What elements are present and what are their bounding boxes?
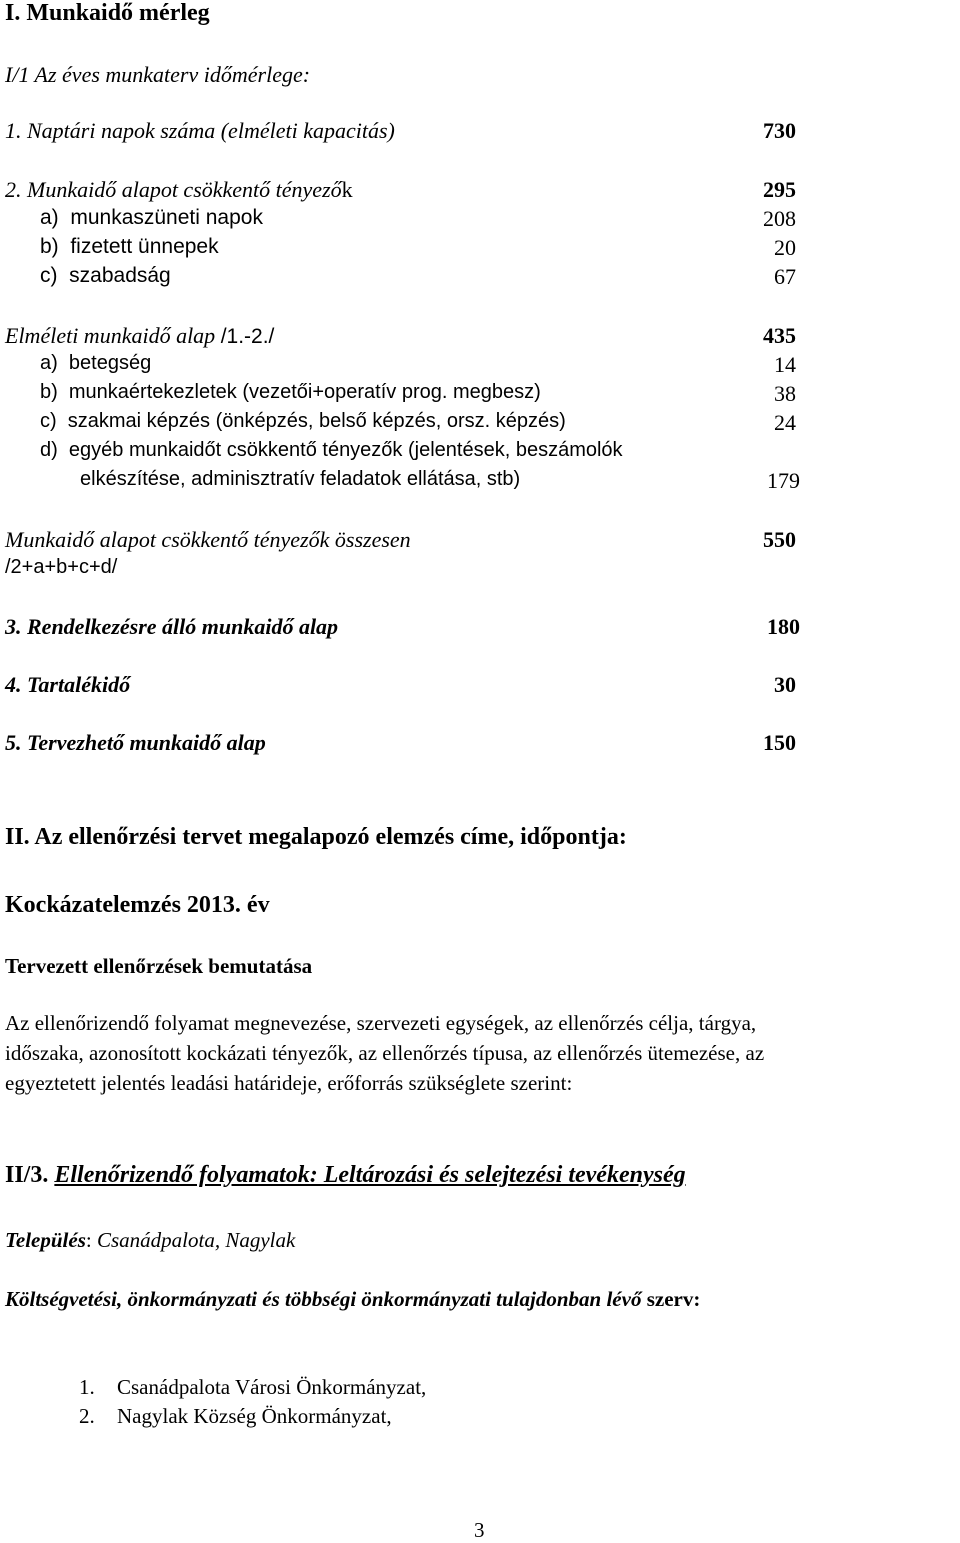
item-3-value: 180 <box>767 614 800 639</box>
item-2-label: 2. Munkaidő alapot csökkentő tényezők <box>5 177 353 202</box>
list-item-value: 38 <box>774 381 796 406</box>
list-item: a) betegség <box>40 352 152 374</box>
entity-number: 2. <box>79 1404 95 1428</box>
list-item: b) fizetett ünnepek <box>40 235 219 258</box>
paragraph-line: időszaka, azonosított kockázati tényezők, az ellenőrzés típusa, az ellenőrzés ütemezése, az <box>5 1041 765 1065</box>
paragraph-line: egyeztetett jelentés leadási határideje, erőforrás szükséglete szerint: <box>5 1071 573 1095</box>
section-2-heading: II. Az ellenőrzési tervet megalapozó elemzés címe, időpontja: <box>5 824 627 850</box>
item-1-label: 1. Naptári napok száma (elméleti kapacitás) <box>5 118 395 143</box>
list-item-value: 179 <box>767 468 800 493</box>
item-5-label: 5. Tervezhető munkaidő alap <box>5 730 266 755</box>
item-4-label: 4. Tartalékidő <box>5 672 131 697</box>
section-heading: I. Munkaidő mérleg <box>5 0 210 26</box>
entity-name: Csanádpalota Városi Önkormányzat, <box>117 1375 427 1399</box>
list-item-continuation: elkészítése, adminisztratív feladatok ellátása, stb) <box>80 468 521 490</box>
list-item: a) munkaszüneti napok <box>40 206 263 229</box>
total-value: 550 <box>763 527 796 552</box>
list-item-value: 67 <box>774 264 796 289</box>
list-item: d) egyéb munkaidőt csökkentő tényezők (jelentések, beszámolók <box>40 439 623 461</box>
item-5-value: 150 <box>763 730 796 755</box>
list-item-value: 20 <box>774 235 796 260</box>
total-label: Munkaidő alapot csökkentő tényezők összesen <box>5 527 411 552</box>
entity-name: Nagylak Község Önkormányzat, <box>117 1404 392 1428</box>
settlement-line: Település: Csanádpalota, Nagylak <box>5 1228 296 1252</box>
list-item-value: 208 <box>763 206 796 231</box>
list-item: c) szabadság <box>40 264 171 287</box>
list-item-value: 24 <box>774 410 796 435</box>
item-2-value: 295 <box>763 177 796 202</box>
item-1-value: 730 <box>763 118 796 143</box>
page-number: 3 <box>474 1518 485 1542</box>
entity-number: 1. <box>79 1375 95 1399</box>
total-formula: /2+a+b+c+d/ <box>5 556 118 578</box>
paragraph-line: Az ellenőrizendő folyamat megnevezése, szervezeti egységek, az ellenőrzés célja, tárgya, <box>5 1011 757 1035</box>
ii3-heading: II/3. Ellenőrizendő folyamatok: Leltározási és selejtezési tevékenység <box>5 1162 686 1188</box>
list-item: b) munkaértekezletek (vezetői+operatív prog. megbesz) <box>40 381 541 403</box>
planned-audits-heading: Tervezett ellenőrzések bemutatása <box>5 954 313 978</box>
analysis-title: Kockázatelemzés 2013. év <box>5 892 270 918</box>
item-4-value: 30 <box>774 672 796 697</box>
theoretical-base-value: 435 <box>763 323 796 348</box>
ownership-line: Költségvetési, önkormányzati és többségi önkormányzati tulajdonban lévő szerv: <box>5 1287 701 1311</box>
list-item: c) szakmai képzés (önképzés, belső képzés, orsz. képzés) <box>40 410 566 432</box>
item-3-label: 3. Rendelkezésre álló munkaidő alap <box>5 614 339 639</box>
list-item-value: 14 <box>774 352 796 377</box>
theoretical-base-label: Elméleti munkaidő alap /1.-2./ <box>5 323 275 348</box>
subheading: I/1 Az éves munkaterv időmérlege: <box>5 62 311 87</box>
